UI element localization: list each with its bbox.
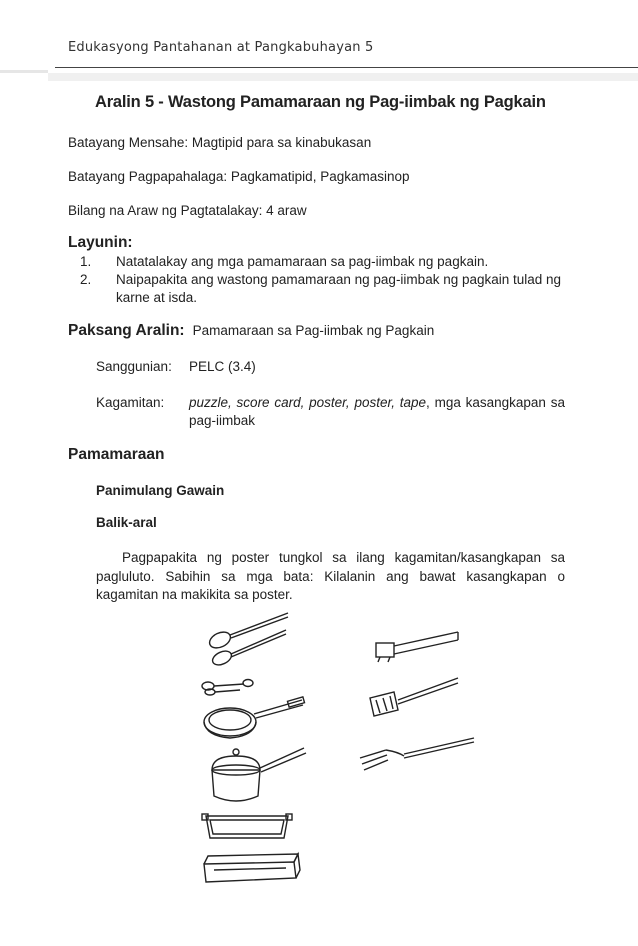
kitchen-tools-illustration bbox=[190, 610, 610, 900]
header-rule bbox=[55, 67, 638, 68]
lesson-title: Aralin 5 - Wastong Pamamaraan ng Pag-iimbak ng Pagkain bbox=[95, 93, 546, 111]
sanggunian-value: PELC (3.4) bbox=[189, 359, 256, 374]
layunin-heading: Layunin: bbox=[68, 234, 133, 251]
running-header: Edukasyong Pantahanan at Pangkabuhayan 5 bbox=[68, 40, 374, 55]
spatula-icon bbox=[370, 678, 458, 716]
paksang-aralin-value: Pamamaraan sa Pag-iimbak ng Pagkain bbox=[192, 323, 435, 338]
tongs-icon bbox=[376, 632, 458, 662]
kagamitan-label: Kagamitan: bbox=[96, 395, 165, 410]
list-number: 1. bbox=[80, 254, 92, 269]
list-number: 2. bbox=[80, 272, 92, 287]
kagamitan-italic: puzzle, score card, poster, poster, tape bbox=[189, 395, 427, 410]
tray-icon bbox=[202, 814, 292, 838]
fork-icon bbox=[360, 738, 474, 770]
pamamaraan-heading: Pamamaraan bbox=[68, 446, 165, 463]
layunin-item-2 bbox=[80, 271, 572, 307]
bilang-ng-araw: Bilang na Araw ng Pagtatalakay: 4 araw bbox=[68, 203, 307, 218]
frying-pan-icon bbox=[204, 697, 305, 738]
paksang-aralin-heading: Paksang Aralin: bbox=[68, 322, 185, 339]
spoon-icon bbox=[207, 613, 288, 668]
batayang-pagpapahalaga: Batayang Pagpapahalaga: Pagkamatipid, Pagkamasinop bbox=[68, 169, 410, 184]
chopping-board-icon bbox=[204, 854, 300, 882]
balik-aral: Balik-aral bbox=[96, 515, 157, 530]
panimulang-gawain: Panimulang Gawain bbox=[96, 483, 225, 498]
measuring-spoon-icon bbox=[202, 680, 253, 696]
saucepan-icon bbox=[212, 748, 306, 801]
batayang-mensahe: Batayang Mensahe: Magtipid para sa kinabukasan bbox=[68, 135, 372, 150]
layunin-item-1 bbox=[80, 253, 580, 271]
header-decor-left bbox=[0, 70, 48, 73]
kagamitan-rest: , mga kasangkapan sa pag-iimbak bbox=[189, 395, 565, 428]
header-band bbox=[48, 73, 638, 81]
list-text: Natatalakay ang mga pamamaraan sa pag-iimbak ng pagkain. bbox=[116, 254, 489, 269]
kagamitan-value bbox=[189, 394, 565, 430]
list-text: Naipapakita ang wastong pamamaraan ng pag-iimbak ng pagkain tulad ng karne at isda. bbox=[116, 272, 562, 305]
instruction-paragraph: Pagpapakita ng poster tungkol sa ilang kagamitan/kasangkapan sa pagluluto. Sabihin sa mga bata: Kilalanin ang bawat kasangkapan o kagamitan na makikita sa poster. bbox=[96, 550, 565, 602]
sanggunian-label: Sanggunian: bbox=[96, 359, 172, 374]
paksang-aralin bbox=[68, 322, 434, 340]
